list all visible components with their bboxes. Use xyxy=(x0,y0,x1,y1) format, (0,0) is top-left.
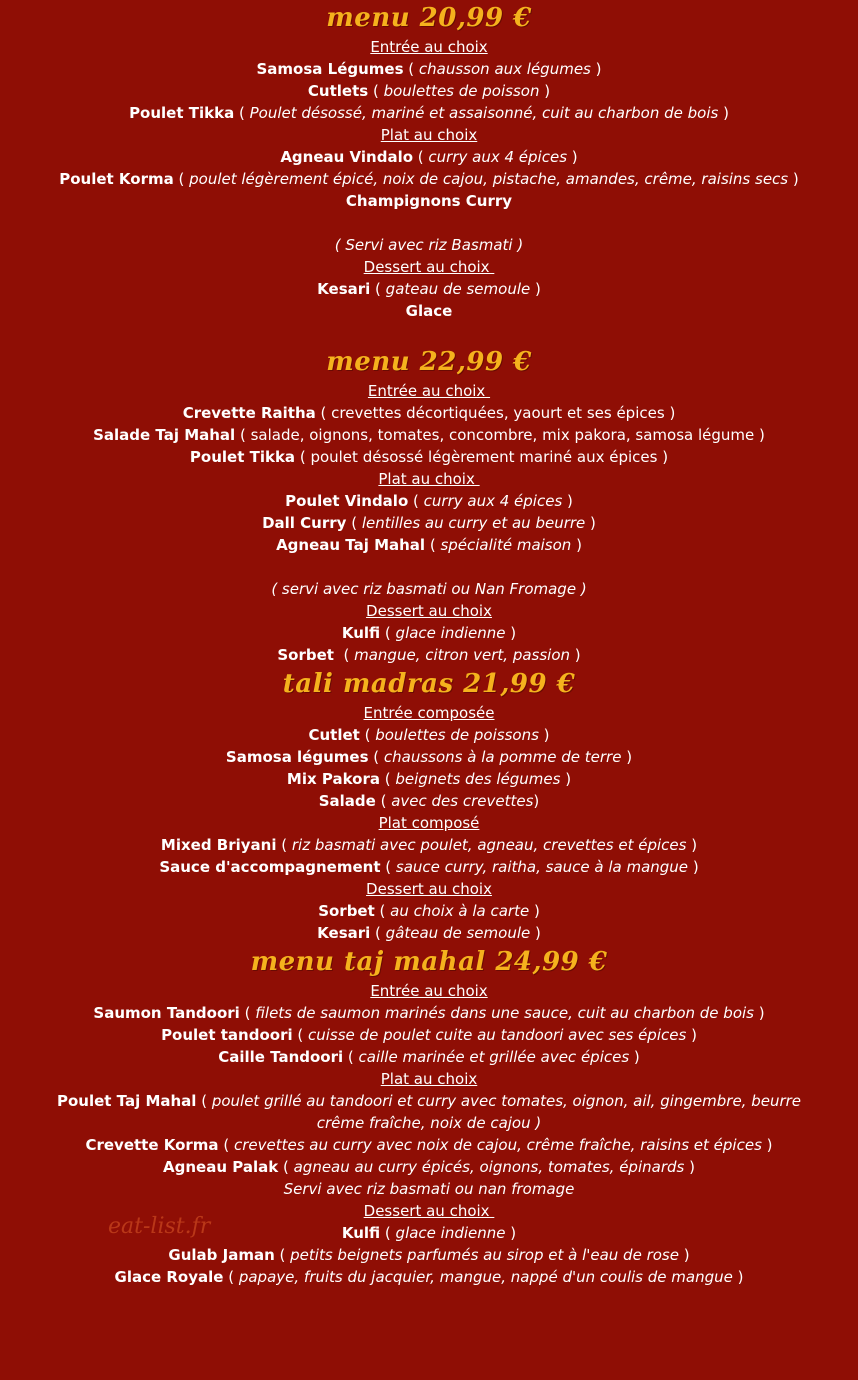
dish-description: boulettes de poissons xyxy=(375,726,539,744)
paren-open: ( xyxy=(370,924,386,942)
dish-item xyxy=(0,834,858,856)
paren-open: ( xyxy=(343,1048,359,1066)
dish-description: sauce curry, raitha, sauce à la mangue xyxy=(395,858,689,876)
paren-open: ( xyxy=(292,1026,308,1044)
paren-open: ( xyxy=(276,836,292,854)
paren-open: ( xyxy=(380,858,396,876)
dish-description: mangue, citron vert, passion xyxy=(354,646,571,664)
dish-description: crevettes décortiquées, yaourt et ses épices xyxy=(331,404,665,422)
dish-description: riz basmati avec poulet, agneau, crevettes et épices xyxy=(291,836,687,854)
dish-name: Agneau Vindalo xyxy=(280,148,414,166)
course-subheading: Plat composé xyxy=(378,814,480,832)
dish-name: Poulet Vindalo xyxy=(285,492,409,510)
dish-name: Crevette Raitha xyxy=(182,404,316,422)
menu-heading: menu taj mahal 24,99 € xyxy=(250,947,608,977)
paren-open: ( xyxy=(370,280,386,298)
dish-item xyxy=(0,190,858,212)
paren-close: ) xyxy=(657,448,669,466)
paren-open: ( xyxy=(239,1004,256,1022)
dish-description: glace indienne xyxy=(395,624,506,642)
paren-close: ) xyxy=(567,148,578,166)
paren-close: ) xyxy=(562,492,573,510)
dish-description: beignets des légumes xyxy=(395,770,561,788)
paren-close: ) xyxy=(530,280,541,298)
dish-item xyxy=(0,724,858,746)
menu-note: ( servi avec riz basmati ou Nan Fromage ) xyxy=(271,580,587,598)
dish-item xyxy=(0,1046,858,1068)
dish-description: agneau au curry épicés, oignons, tomates, épinards xyxy=(293,1158,685,1176)
paren-open: ( xyxy=(278,1158,294,1176)
dish-item xyxy=(0,1134,858,1156)
paren-open: ( xyxy=(235,426,251,444)
paren-close: ) xyxy=(529,902,540,920)
dish-description: avec des crevettes xyxy=(391,792,534,810)
dish-name: Salade xyxy=(318,792,376,810)
paren-close: ) xyxy=(505,624,517,642)
dish-description: poulet légèrement épicé, noix de cajou, pistache, amandes, crême, raisins secs xyxy=(189,170,789,188)
paren-open: ( xyxy=(425,536,441,554)
paren-close: ) xyxy=(629,1048,640,1066)
dish-name: Saumon Tandoori xyxy=(93,1004,240,1022)
course-subheading: Plat au choix xyxy=(378,470,480,488)
dish-name: Kulfi xyxy=(341,1224,381,1242)
paren-open: ( xyxy=(380,624,396,642)
paren-close: ) xyxy=(570,646,581,664)
dish-item xyxy=(0,900,858,922)
dish-description: filets de saumon marinés dans une sauce, cuit au charbon de bois xyxy=(255,1004,754,1022)
paren-close: ) xyxy=(560,770,572,788)
paren-open: ( xyxy=(223,1268,239,1286)
menu-heading: menu 20,99 € xyxy=(326,3,532,33)
course-subheading: Dessert au choix xyxy=(363,258,495,276)
paren-close: ) xyxy=(684,1158,695,1176)
dish-description: chaussons à la pomme de terre xyxy=(383,748,622,766)
dish-item xyxy=(0,402,858,424)
dish-name: Sorbet xyxy=(277,646,334,664)
dish-description: lentilles au curry et au beurre xyxy=(361,514,586,532)
paren-open: ( xyxy=(173,170,190,188)
dish-item xyxy=(0,490,858,512)
paren-open: ( xyxy=(408,492,424,510)
paren-open: ( xyxy=(234,104,250,122)
paren-close: ) xyxy=(571,536,582,554)
spacer xyxy=(0,556,858,578)
dish-item xyxy=(0,534,858,556)
dish-description: au choix à la carte xyxy=(390,902,530,920)
menu-section xyxy=(0,666,858,944)
paren-close: ) xyxy=(761,1136,773,1154)
watermark: eat-list.fr xyxy=(108,1214,211,1239)
dish-description: spécialité maison xyxy=(440,536,572,554)
paren-open: ( xyxy=(380,1224,396,1242)
paren-open: ( xyxy=(333,646,355,664)
dish-item xyxy=(0,922,858,944)
dish-item xyxy=(0,278,858,300)
dish-description: poulet désossé légèrement mariné aux épices xyxy=(310,448,658,466)
dish-description: caille marinée et grillée avec épices xyxy=(358,1048,630,1066)
dish-name: Dall Curry xyxy=(262,514,347,532)
dish-item xyxy=(0,300,858,322)
dish-item xyxy=(0,1244,858,1266)
dish-name: Poulet tandoori xyxy=(161,1026,293,1044)
menu-note: crême fraîche, noix de cajou ) xyxy=(316,1114,542,1132)
dish-description: crevettes au curry avec noix de cajou, crême fraîche, raisins et épices xyxy=(233,1136,762,1154)
dish-item xyxy=(0,1002,858,1024)
dish-name: Salade Taj Mahal xyxy=(93,426,236,444)
dish-item xyxy=(0,168,858,190)
dish-description: cuisse de poulet cuite au tandoori avec ses épices xyxy=(308,1026,687,1044)
course-subheading: Entrée au choix xyxy=(370,38,488,56)
menu-section xyxy=(0,0,858,344)
course-subheading: Plat au choix xyxy=(380,126,478,144)
dish-item xyxy=(0,768,858,790)
course-subheading: Plat au choix xyxy=(380,1070,478,1088)
dish-description: gateau de semoule xyxy=(385,280,531,298)
dish-name: Mix Pakora xyxy=(286,770,380,788)
paren-open: ( xyxy=(274,1246,291,1264)
dish-name: Sorbet xyxy=(318,902,375,920)
dish-item xyxy=(0,58,858,80)
dish-item xyxy=(0,1156,858,1178)
dish-name: Mixed Briyani xyxy=(160,836,277,854)
course-subheading: Dessert au choix xyxy=(366,602,492,620)
paren-close: ) xyxy=(505,1224,517,1242)
paren-close: ) xyxy=(686,1026,697,1044)
menu-section xyxy=(0,944,858,1288)
dish-description: curry aux 4 épices xyxy=(423,492,563,510)
paren-open: ( xyxy=(374,902,391,920)
paren-close: ) xyxy=(788,170,799,188)
course-subheading: Entrée au choix xyxy=(370,982,488,1000)
paren-close: ) xyxy=(753,1004,765,1022)
dish-item xyxy=(0,1090,858,1112)
dish-description: glace indienne xyxy=(395,1224,506,1242)
paren-close: ) xyxy=(754,426,765,444)
dish-name: Poulet Tikka xyxy=(189,448,296,466)
dish-name: Samosa légumes xyxy=(225,748,369,766)
paren-open: ( xyxy=(368,82,384,100)
dish-item xyxy=(0,146,858,168)
paren-close: ) xyxy=(539,82,551,100)
course-subheading: Dessert au choix xyxy=(366,880,492,898)
paren-close: ) xyxy=(688,858,699,876)
dish-item xyxy=(0,622,858,644)
dish-item xyxy=(0,512,858,534)
dish-item xyxy=(0,1222,858,1244)
dish-name: Caille Tandoori xyxy=(218,1048,344,1066)
dish-item xyxy=(0,446,858,468)
dish-description: Poulet désossé, mariné et assaisonné, cuit au charbon de bois xyxy=(249,104,719,122)
dish-item xyxy=(0,1266,858,1288)
dish-name: Agneau Taj Mahal xyxy=(276,536,426,554)
dish-name: Agneau Palak xyxy=(163,1158,279,1176)
dish-item xyxy=(0,102,858,124)
menu-section xyxy=(0,344,858,666)
dish-item xyxy=(0,856,858,878)
dish-name: Poulet Tikka xyxy=(129,104,235,122)
paren-close: ) xyxy=(590,60,602,78)
dish-description: gâteau de semoule xyxy=(385,924,531,942)
paren-close: ) xyxy=(538,726,550,744)
dish-item xyxy=(0,1024,858,1046)
dish-description: salade, oignons, tomates, concombre, mix pakora, samosa légume xyxy=(250,426,755,444)
dish-name: Glace xyxy=(405,302,453,320)
paren-close: ) xyxy=(530,924,541,942)
course-subheading: Entrée composée xyxy=(363,704,495,722)
menu-note: Servi avec riz basmati ou nan fromage xyxy=(283,1180,575,1198)
dish-description: curry aux 4 épices xyxy=(428,148,568,166)
dish-description: chausson aux légumes xyxy=(418,60,591,78)
paren-close: ) xyxy=(664,404,676,422)
dish-description: papaye, fruits du jacquier, mangue, nappé d'un coulis de mangue xyxy=(238,1268,733,1286)
paren-close: ) xyxy=(678,1246,690,1264)
course-subheading: Dessert au choix xyxy=(363,1202,495,1220)
paren-close: ) xyxy=(718,104,729,122)
menu-heading: tali madras 21,99 € xyxy=(282,669,576,699)
spacer xyxy=(0,322,858,344)
paren-close: ) xyxy=(732,1268,744,1286)
dish-name: Gulab Jaman xyxy=(168,1246,275,1264)
paren-open: ( xyxy=(368,748,384,766)
menu-note: ( Servi avec riz Basmati ) xyxy=(334,236,524,254)
dish-item xyxy=(0,644,858,666)
paren-open: ( xyxy=(403,60,419,78)
dish-item xyxy=(0,424,858,446)
paren-close: ) xyxy=(585,514,596,532)
dish-name: Kulfi xyxy=(341,624,381,642)
dish-name: Champignons Curry xyxy=(345,192,513,210)
paren-open: ( xyxy=(315,404,332,422)
paren-close: ) xyxy=(621,748,633,766)
paren-close: ) xyxy=(533,792,540,810)
paren-open: ( xyxy=(380,770,396,788)
dish-item xyxy=(0,80,858,102)
dish-name: Glace Royale xyxy=(114,1268,224,1286)
paren-open: ( xyxy=(375,792,392,810)
dish-description: petits beignets parfumés au sirop et à l'eau de rose xyxy=(290,1246,679,1264)
paren-close: ) xyxy=(686,836,698,854)
dish-description: poulet grillé au tandoori et curry avec tomates, oignon, ail, gingembre, beurre xyxy=(211,1092,802,1110)
dish-name: Kesari xyxy=(317,280,371,298)
dish-name: Sauce d'accompagnement xyxy=(159,858,381,876)
dish-item xyxy=(0,746,858,768)
paren-open: ( xyxy=(196,1092,212,1110)
paren-open: ( xyxy=(295,448,311,466)
paren-open: ( xyxy=(346,514,362,532)
course-subheading: Entrée au choix xyxy=(367,382,491,400)
dish-name: Poulet Taj Mahal xyxy=(56,1092,197,1110)
menu-heading: menu 22,99 € xyxy=(326,347,532,377)
paren-open: ( xyxy=(359,726,376,744)
dish-name: Cutlets xyxy=(307,82,369,100)
dish-name: Crevette Korma xyxy=(85,1136,219,1154)
dish-name: Cutlet xyxy=(308,726,360,744)
paren-open: ( xyxy=(413,148,429,166)
dish-name: Poulet Korma xyxy=(59,170,174,188)
dish-description: boulettes de poisson xyxy=(383,82,540,100)
dish-name: Samosa Légumes xyxy=(256,60,404,78)
paren-open: ( xyxy=(218,1136,234,1154)
dish-name: Kesari xyxy=(317,924,371,942)
dish-item xyxy=(0,790,858,812)
spacer xyxy=(0,212,858,234)
